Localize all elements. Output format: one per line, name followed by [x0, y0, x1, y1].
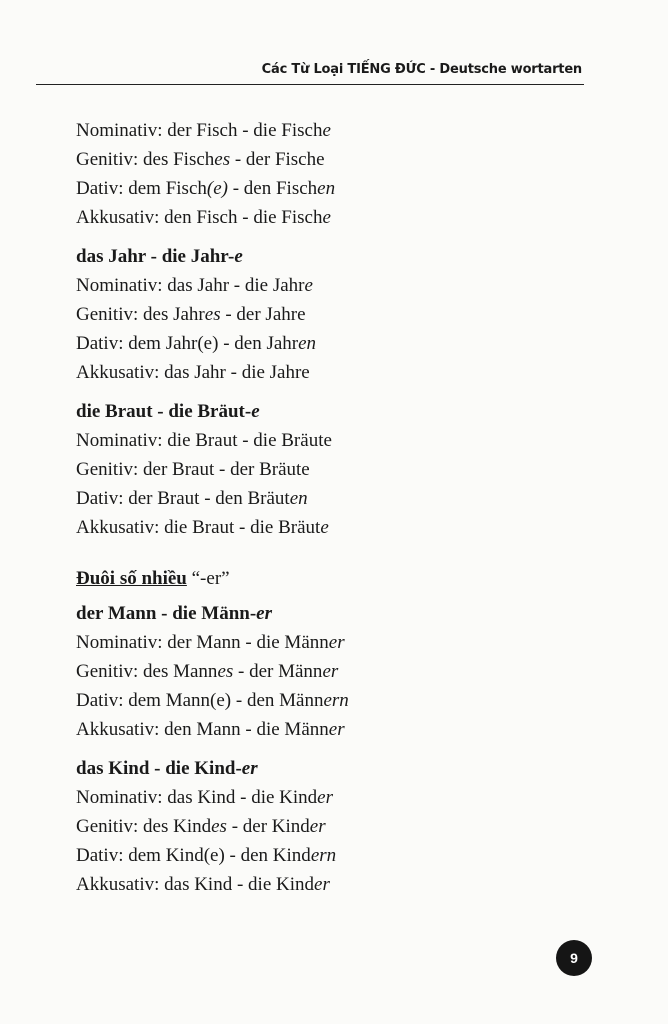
case-text: - der Jahre [220, 304, 306, 325]
case-text: Genitiv: des Mann [76, 661, 218, 682]
noun-heading [76, 242, 596, 271]
noun-heading [76, 599, 596, 628]
noun-group-1 [76, 116, 596, 542]
case-line [76, 513, 596, 542]
case-line [76, 484, 596, 513]
case-text: Dativ: dem Jahr(e) - den Jahr [76, 333, 299, 354]
case-line [76, 657, 596, 686]
section-title [76, 564, 596, 593]
noun-heading [76, 397, 596, 426]
page-content [76, 116, 596, 899]
case-text: - der Fische [230, 149, 325, 170]
case-ending: es [214, 149, 231, 170]
case-ending: e [322, 120, 331, 141]
case-line [76, 841, 596, 870]
case-line [76, 116, 596, 145]
case-ending: en [317, 178, 336, 199]
case-ending: (e) [206, 178, 228, 199]
case-ending: er [317, 787, 333, 808]
case-ending: er [328, 632, 345, 653]
case-text: Akkusativ: die Braut - die Bräut [76, 517, 321, 538]
case-text: Genitiv: des Kind [76, 816, 212, 837]
case-line [76, 812, 596, 841]
case-text: Genitiv: der Braut - der Bräute [76, 459, 310, 480]
case-text: Nominativ: der Fisch - die Fisch [76, 120, 323, 141]
case-line [76, 271, 596, 300]
case-text: Akkusativ: das Kind - die Kind [76, 874, 315, 895]
noun-heading-base: das Jahr - die Jahr- [76, 246, 235, 267]
case-text: Akkusativ: den Mann - die Männ [76, 719, 329, 740]
noun-heading-suffix: er [256, 603, 272, 624]
noun-group-2 [76, 599, 596, 899]
case-line [76, 145, 596, 174]
section-title-text: Đuôi số nhiều [76, 568, 187, 589]
case-text: Genitiv: des Jahr [76, 304, 205, 325]
case-text: - den Fisch [227, 178, 318, 199]
case-ending: ern [310, 845, 337, 866]
case-ending: er [309, 816, 326, 837]
case-ending: e [304, 275, 313, 296]
case-text: Dativ: dem Mann(e) - den Männ [76, 690, 324, 711]
case-text: Dativ: der Braut - den Bräut [76, 488, 290, 509]
noun-heading [76, 754, 596, 783]
header-rule [36, 84, 584, 85]
case-line [76, 870, 596, 899]
case-line [76, 715, 596, 744]
case-line [76, 329, 596, 358]
case-ending: er [314, 874, 330, 895]
case-text: - der Männ [233, 661, 323, 682]
case-ending: en [298, 333, 317, 354]
noun-heading-base: der Mann - die Männ- [76, 603, 257, 624]
case-text: Genitiv: des Fisch [76, 149, 215, 170]
running-header: Các Từ Loại TIẾNG ĐỨC - Deutsche wortarten [261, 62, 582, 77]
case-line [76, 174, 596, 203]
case-line [76, 203, 596, 232]
case-ending: es [217, 661, 234, 682]
noun-heading-suffix: e [251, 401, 260, 422]
case-text: - der Kind [226, 816, 310, 837]
case-ending: er [322, 661, 339, 682]
case-ending: e [320, 517, 329, 538]
case-ending: es [204, 304, 221, 325]
case-line [76, 628, 596, 657]
page-number: 9 [556, 940, 592, 976]
case-text: Nominativ: das Jahr - die Jahr [76, 275, 305, 296]
case-line [76, 686, 596, 715]
case-text: Nominativ: der Mann - die Männ [76, 632, 329, 653]
case-line [76, 426, 596, 455]
case-text: Dativ: dem Fisch [76, 178, 207, 199]
case-text: Dativ: dem Kind(e) - den Kind [76, 845, 311, 866]
case-text: Nominativ: die Braut - die Bräute [76, 430, 332, 451]
noun-heading-suffix: e [234, 246, 243, 267]
case-ending: er [328, 719, 345, 740]
case-ending: en [289, 488, 308, 509]
noun-heading-base: die Braut - die Bräut- [76, 401, 252, 422]
case-line [76, 358, 596, 387]
section-title-suffix: “-er” [191, 568, 230, 589]
case-ending: e [322, 207, 331, 228]
case-text: Akkusativ: den Fisch - die Fisch [76, 207, 323, 228]
case-ending: ern [323, 690, 349, 711]
case-ending: es [211, 816, 227, 837]
case-line [76, 455, 596, 484]
case-text: Akkusativ: das Jahr - die Jahre [76, 362, 310, 383]
case-line [76, 783, 596, 812]
noun-heading-suffix: er [241, 758, 258, 779]
case-line [76, 300, 596, 329]
noun-heading-base: das Kind - die Kind- [76, 758, 242, 779]
case-text: Nominativ: das Kind - die Kind [76, 787, 318, 808]
